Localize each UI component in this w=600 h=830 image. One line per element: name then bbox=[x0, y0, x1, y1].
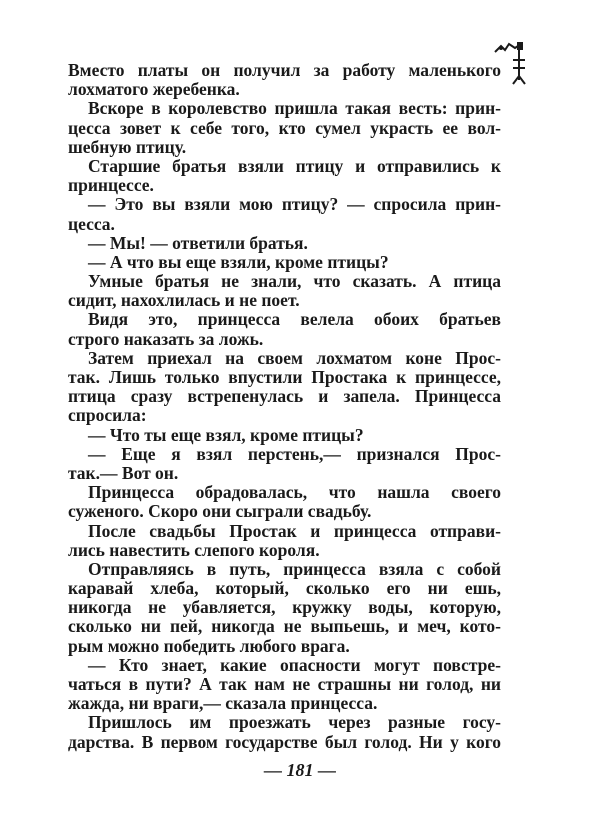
text-line: рым можно победить любого врага. bbox=[68, 635, 350, 656]
text-line: Вскоре в королевство пришла такая весть: прин- bbox=[88, 99, 501, 119]
text-line: цесса зовет к себе того, кто сумел украсть ее вол- bbox=[68, 118, 501, 138]
text-line: сколько ни пей, никогда не выпьешь, и меч, кото- bbox=[68, 617, 501, 637]
text-line: — А что вы еще взяли, кроме птицы? bbox=[88, 251, 389, 272]
page-number: — 181 — bbox=[264, 760, 336, 780]
text-line: лохматого жеребенка. bbox=[68, 79, 240, 100]
text-line: спросила: bbox=[68, 405, 147, 426]
text-line: Старшие братья взяли птицу и отправились к bbox=[88, 156, 501, 176]
text-line: так.— Вот он. bbox=[68, 462, 179, 483]
text-line: каравай хлеба, который, сколько его ни ешь, bbox=[68, 579, 501, 599]
text-line: — Кто знает, какие опасности могут повстре- bbox=[88, 655, 501, 675]
text-line: так. Лишь только впустили Простака к принцессе, bbox=[68, 368, 501, 387]
text-line: никогда не убавляется, кружку воды, которую, bbox=[68, 598, 501, 618]
text-line: — Что ты еще взял, кроме птицы? bbox=[88, 424, 364, 445]
text-line: суженого. Скоро они сыграли свадьбу. bbox=[68, 501, 372, 522]
book-text bbox=[68, 61, 501, 752]
text-line: Отправляясь в путь, принцесса взяла с собой bbox=[88, 559, 501, 579]
text-line: птица сразу встрепенулась и запела. Принцесса bbox=[68, 387, 501, 407]
text-line: лись навестить слепого короля. bbox=[68, 539, 320, 560]
text-line: Умные братья не знали, что сказать. А птица bbox=[88, 272, 501, 292]
text-line: строго наказать за ложь. bbox=[68, 328, 264, 349]
text-line: шебную птицу. bbox=[68, 136, 187, 157]
text-line: цесса. bbox=[68, 213, 115, 234]
text-line: сидит, нахохлилась и не поет. bbox=[68, 290, 300, 311]
text-line: Затем приехал на своем лохматом коне Прос- bbox=[88, 348, 501, 368]
text-line: жажда, ни враги,— сказала принцесса. bbox=[68, 693, 378, 714]
text-line: — Мы! — ответили братья. bbox=[88, 232, 308, 253]
text-line: Видя это, принцесса велела обоих братьев bbox=[88, 310, 501, 330]
text-line: — Еще я взял перстень,— признался Прос- bbox=[88, 444, 501, 464]
text-line: Пришлось им проезжать через разные госу- bbox=[88, 713, 501, 733]
text-line: чаться в пути? А так нам не страшны ни голод, ни bbox=[68, 675, 501, 694]
text-line: Вместо платы он получил за работу маленького bbox=[68, 61, 501, 80]
text-line: Принцесса обрадовалась, что нашла своего bbox=[88, 483, 501, 503]
text-line: дарства. В первом государстве был голод. Ни у кого bbox=[68, 732, 501, 752]
text-line: — Это вы взяли мою птицу? — спросила прин- bbox=[88, 195, 501, 215]
text-line: После свадьбы Простак и принцесса отправи- bbox=[88, 521, 501, 541]
text-line: принцессе. bbox=[68, 175, 154, 196]
